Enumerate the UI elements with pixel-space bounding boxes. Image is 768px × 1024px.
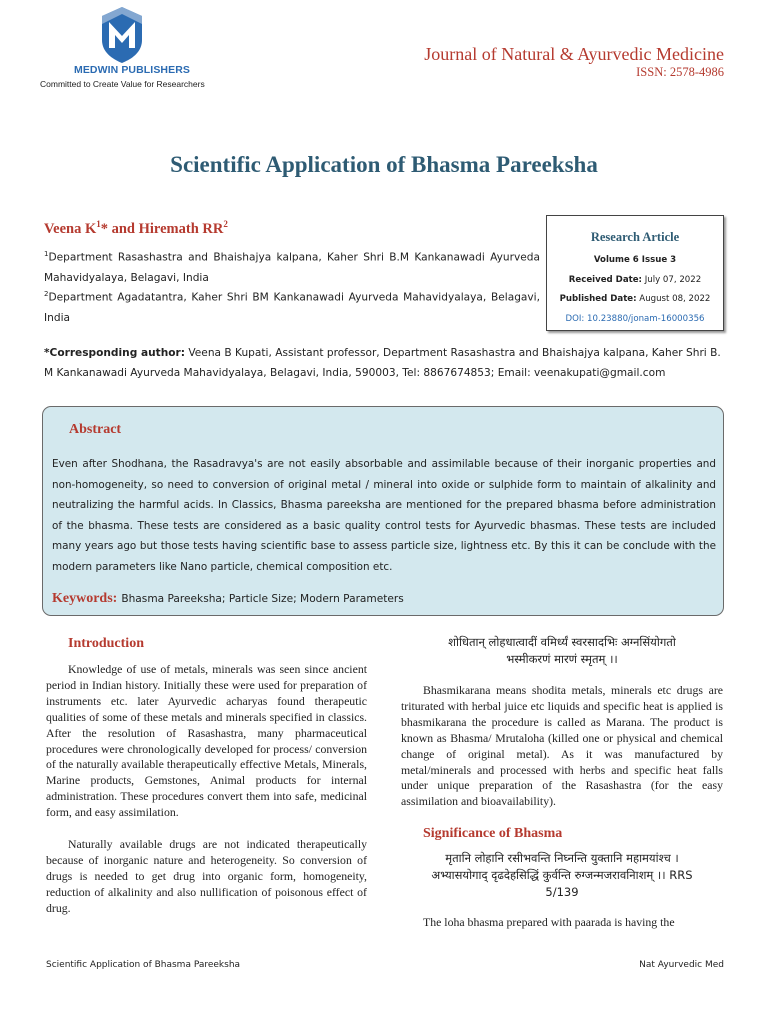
footer-article-title: Scientific Application of Bhasma Pareeksha <box>46 960 241 970</box>
corresponding-label: *Corresponding author: <box>44 347 185 359</box>
right-column <box>401 634 723 931</box>
sanskrit-verse-1-line-1: शोधितान् लोहधात्वादीं वमिर्ध्यं स्वरसादभिः अग्नसिंयोगतो <box>448 635 676 649</box>
corresponding-text: Veena B Kupati, Assistant professor, Department Rasashastra and Bhaishajya kalpana, Kaher Shri B. M Kankanawadi Ayurveda Mahavidyalaya, Belagavi, India, 590003, Tel: 8867674853; Email: veenakupati@gmail.com <box>44 347 721 379</box>
sanskrit-verse-2-line-2: अभ्यासयोगाद् दृढदेहसिद्धिं कुर्वन्ति रुग्जन्मजरावनिाशम् ।। RRS <box>431 868 693 883</box>
authors-line <box>44 219 228 238</box>
sanskrit-verse-2-line-1: मृतानि लोहानि रसीभवन्ति निघ्नन्ति युक्तानि महामयांश्च । <box>445 851 679 866</box>
affiliation-2-text: Department Agadatantra, Kaher Shri BM Kankanawadi Ayurveda Mahavidyalaya, Belagavi, India <box>44 291 540 324</box>
significance-heading: Significance of Bhasma <box>423 826 563 842</box>
doi-link[interactable]: DOI: 10.23880/jonam-16000356 <box>565 313 705 324</box>
loha-bhasma-paragraph: The loha bhasma prepared with paarada is having the <box>423 915 675 930</box>
keywords-value: Bhasma Pareeksha; Particle Size; Modern Parameters <box>121 593 404 605</box>
affiliation-1-text: Department Rasashastra and Bhaishajya kalpana, Kaher Shri B.M Kankanawadi Ayurveda Mahavidyalaya, Belagavi, India <box>44 251 540 284</box>
author-2: Hiremath RR <box>138 220 224 237</box>
journal-issn: ISSN: 2578-4986 <box>636 65 724 79</box>
left-column <box>46 636 367 917</box>
keywords-label: Keywords: <box>52 591 118 606</box>
article-title: Scientific Application of Bhasma Pareeksha <box>170 152 598 177</box>
affiliation-1-sup: 1 <box>44 250 49 258</box>
published-date: Published Date: August 08, 2022 <box>559 294 711 304</box>
affiliation-1 <box>44 244 540 288</box>
sanskrit-verse-1-line-2: भस्मीकरणं मारणं स्मृतम् ।। <box>506 652 618 666</box>
author-star: * <box>100 220 108 237</box>
bhasmikarana-paragraph: Bhasmikarana means shodita metals, minerals etc drugs are triturated with herbal juice etc liquids and specific heat is applied is bhasmikarana the procedure is called as Marana. The product is known as Bhasma/ Mrutaloha (killed one or physical and chemical change of original metal). As it was manufactured by metal/minerals and processed with herbs and specific heat falls under unique preparation of the Rasashastra (for the easy assimilation and bioavailability). <box>401 683 723 809</box>
abstract-box <box>42 406 724 616</box>
author-1-sup: 1 <box>96 219 101 229</box>
medwin-shield-icon <box>100 6 144 64</box>
sanskrit-verse-2-line-3: 5/139 <box>545 885 579 900</box>
author-and: and <box>107 220 139 237</box>
affiliation-2-sup: 2 <box>44 290 49 298</box>
received-date: Received Date: July 07, 2022 <box>568 274 702 285</box>
author-1: Veena K <box>44 220 97 237</box>
affiliation-2 <box>44 284 540 328</box>
abstract-text: Even after Shodhana, the Rasadravya's are not easily absorbable and assimilable because of their inorganic properties and non-homogeneity, so need to conversion of original metal / mineral into oxide or sulphide form to maintain of alkalinity and neutralizing the harmful acids. In Classics, Bhasma pareeksha are mentioned for the prepared bhasma before administration of the bhasma. These tests are considered as a basic quality control tests for Ayurvedic bhasmas. These tests are included many years ago but those tests having scientific base to assess particle size, lightness etc. By this it can be conclude with the modern parameters like Nano particle, chemical composition etc. <box>52 458 716 573</box>
publisher-logo <box>40 6 220 89</box>
journal-name: Journal of Natural & Ayurvedic Medicine <box>424 44 724 64</box>
introduction-heading: Introduction <box>68 636 144 651</box>
publisher-name: MEDWIN PUBLISHERS <box>73 64 191 76</box>
intro-paragraph-1: Knowledge of use of metals, minerals was seen since ancient period in Indian history. Initially these were used for preparation of instruments etc. later Ayurvedic acharyas found therapeutic qualities of some of these metals and minerals specified in classics. After the resolution of Rasashastra, many pharmaceutical procedures were chronologically developed for process/ conversion of the naturally available therapeutically effective Metals, Minerals, Marine products, Gemstones, Animal products for internal administration. These procedures convert them into safe, medicinal form, and easy assimilation. <box>46 662 367 820</box>
publisher-tagline: Committed to Create Value for Researchers <box>40 79 205 89</box>
article-info-box <box>546 215 724 331</box>
footer-journal-abbrev: Nat Ayurvedic Med <box>639 960 724 970</box>
article-type: Research Article <box>590 230 680 244</box>
abstract-heading: Abstract <box>69 422 122 437</box>
author-2-sup: 2 <box>223 219 228 229</box>
volume-issue: Volume 6 Issue 3 <box>593 255 677 265</box>
intro-paragraph-2: Naturally available drugs are not indicated therapeutically because of inorganic nature and heterogeneity. So conversion of drugs is needed to get drug into organic form, homogeneity, reduction of alkalinity and also nullification of poisonous effect of drug. <box>46 837 367 915</box>
keywords <box>52 587 404 607</box>
corresponding-author <box>44 343 724 383</box>
